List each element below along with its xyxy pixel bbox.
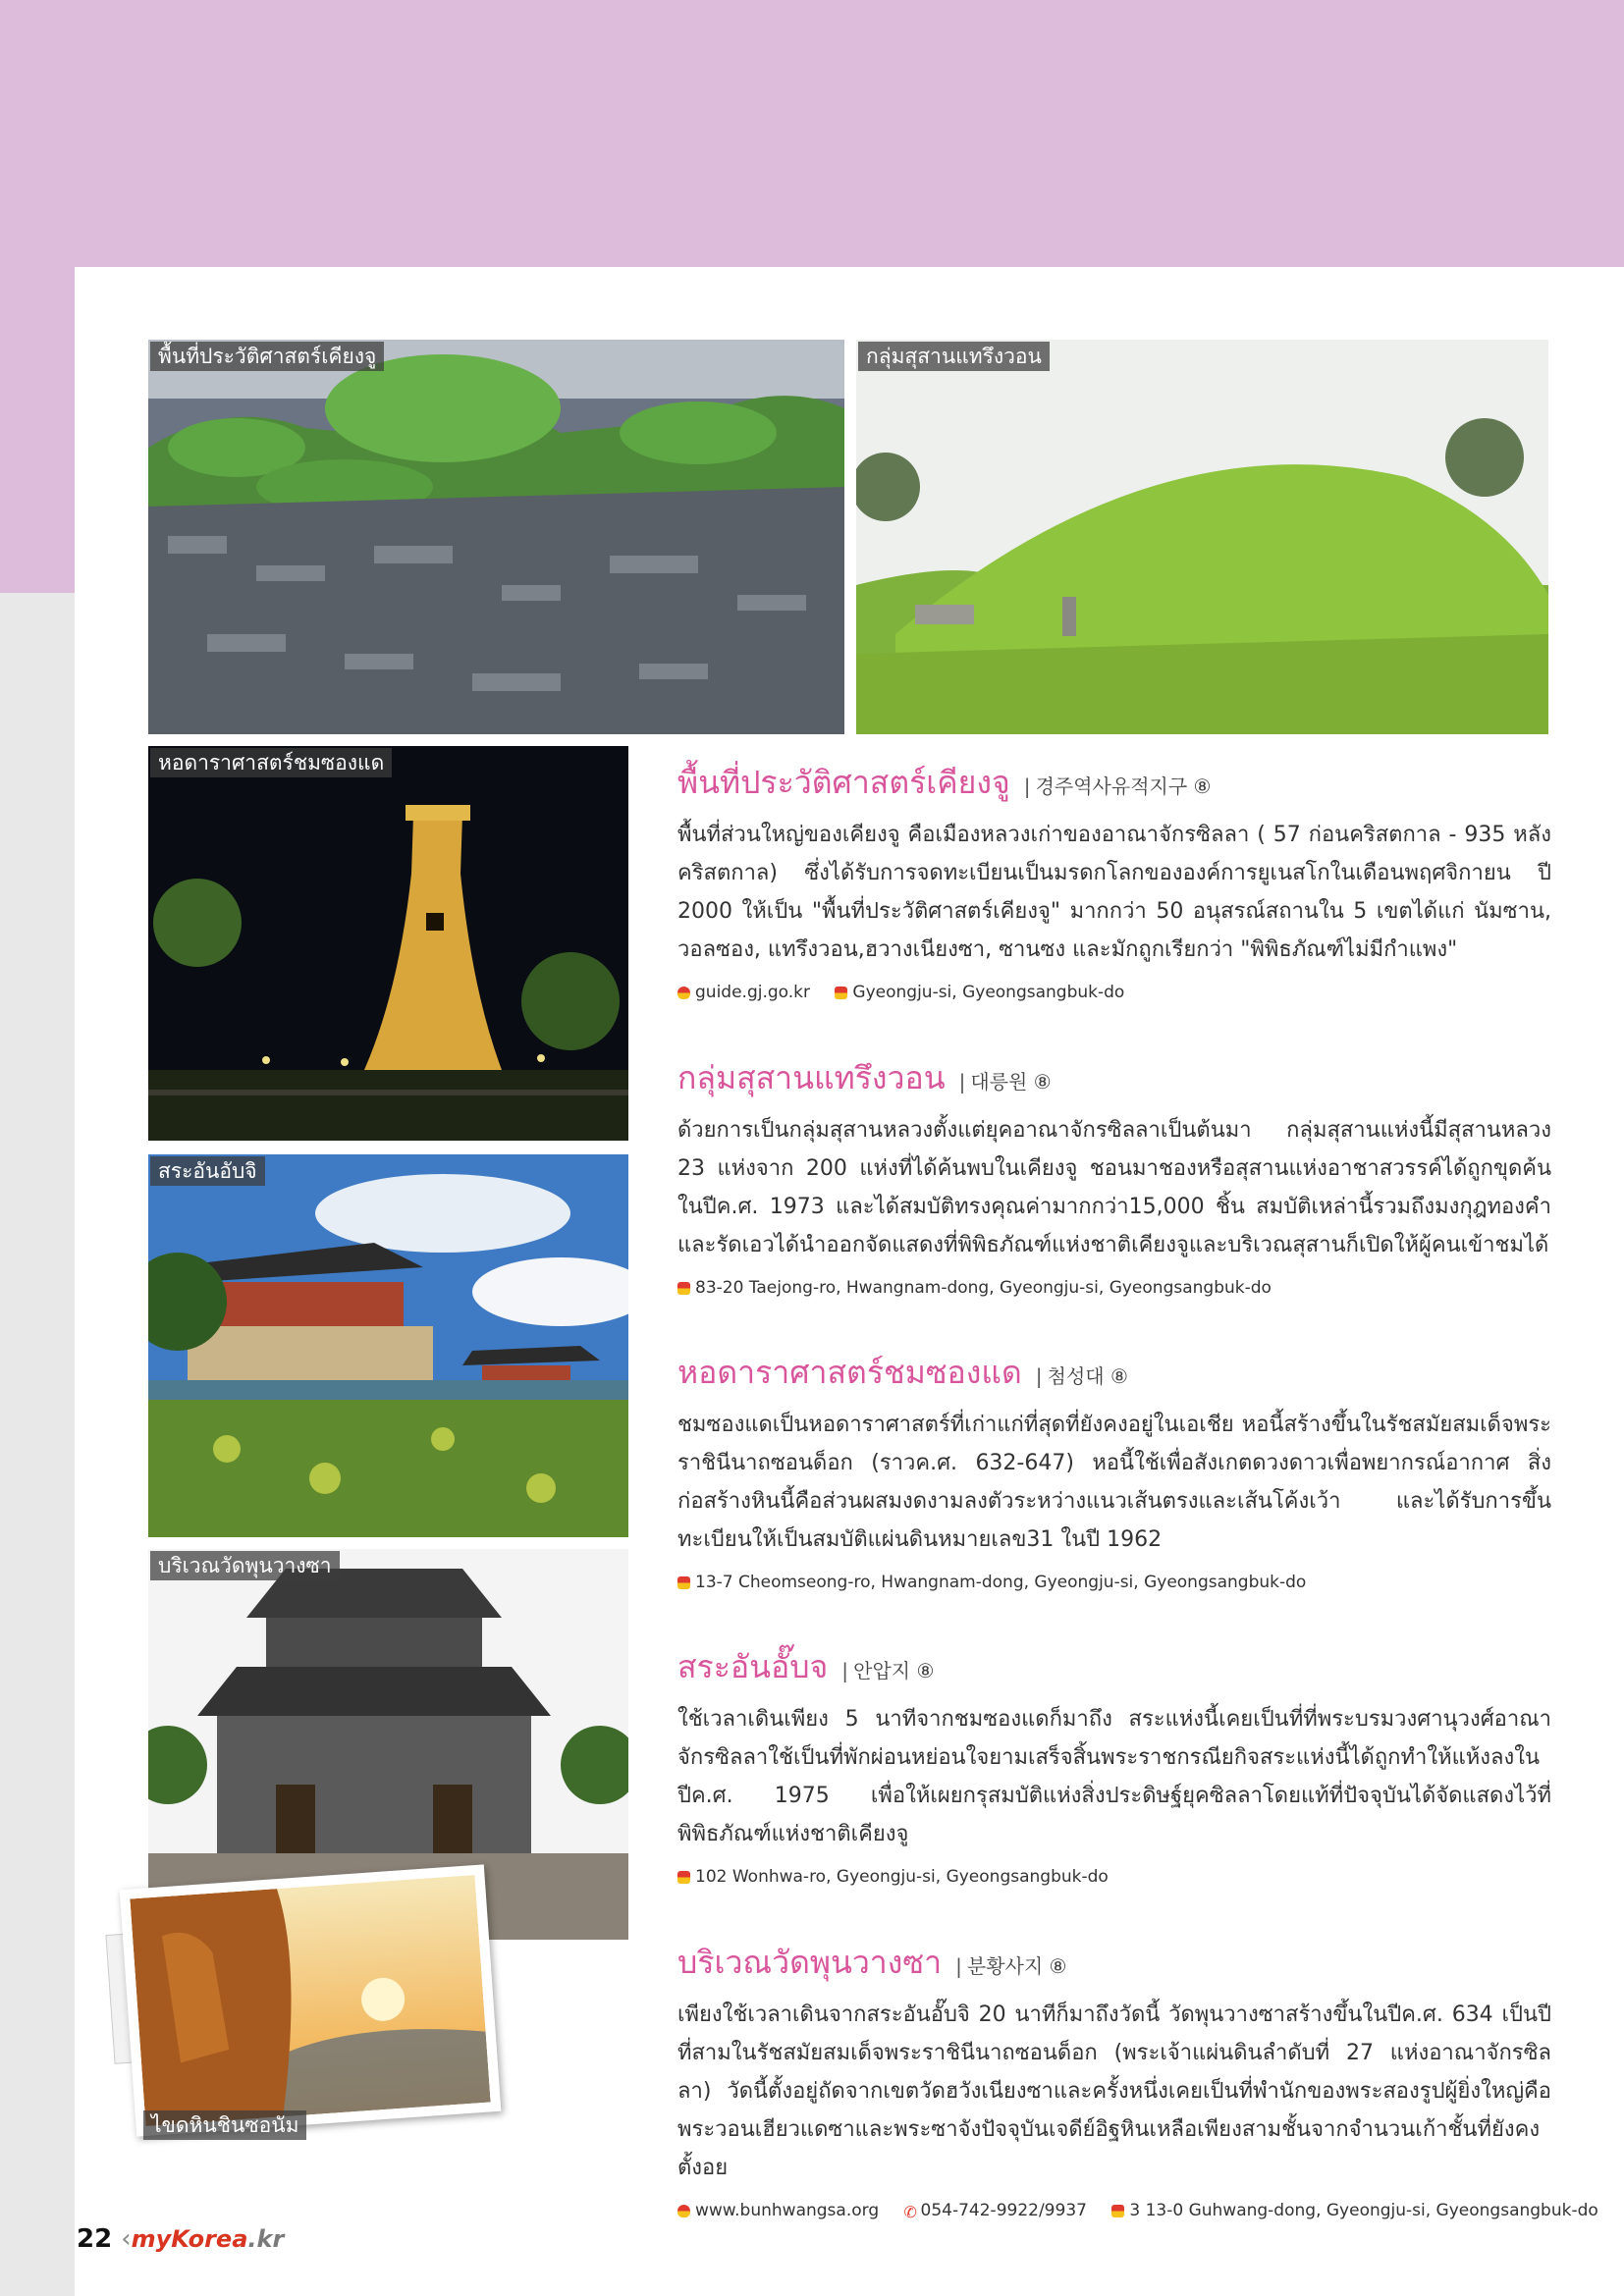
section-title: สระอันอั๊บจ — [677, 1648, 829, 1685]
caption-gyeongju-area: พื้นที่ประวัติศาสตร์เคียงจู — [150, 342, 384, 371]
page-number: 22 — [77, 2224, 113, 2254]
section-body: ด้วยการเป็นกลุ่มสุสานหลวงตั้งแต่ยุคอาณาจักรซิลลาเป็นต้นมา กลุ่มสุสานแห่งนี้มีสุสานหลวง 23 แห่งจาก 200 แห่งที่ได้ค้นพบในเคียงจู ชอนมาชองหรือสุสานแห่งอาชาสวรรค์ได้ถูกขุดค้นในปีค.ศ. 1973 และได้สมบัติทรงคุณค่ามากกว่า15,000 ชิ้น สมบัติเหล่านี้รวมถึงมงกุฎทองคำและรัดเอวได้นำออกจัดแสดงที่พิพิธภัณฑ์แห่งชาติเคียงจูและบริเวณสุสานก็เปิดให้ผู้คนเข้าชมได้ — [677, 1118, 1551, 1257]
korean-name: 대릉원 ⑧ — [970, 1070, 1052, 1094]
map-pin-icon — [1111, 2205, 1124, 2217]
info-line — [677, 983, 1551, 1002]
phone-icon: ✆ — [903, 2203, 917, 2221]
side-band — [0, 267, 75, 593]
section-observatory: หอดาราศาสตร์ชมซองแด | 첨성대 ⑧ ชมซองแดเป็นหอดาราศาสตร์ที่เก่าแก่ที่สุดที่ยังคงอยู่ในเอเชีย หอนี้สร้างขึ้นในรัชสมัยสมเด็จพระราชินีนาถซอนด็อก (ราวค.ศ. 632-647) หอนี้ใช้เพื่อสังเกตดวงดาวเพื่อพยากรณ์อากาศ สิ่งก่อสร้างหินนี้คือส่วนผสมงดงามลงตัวระหว่างแนวเส้นตรงและเส้นโค้งเว้า และได้รับการขึ้นทะเบียนให้เป็นสมบัติแผ่นดินหมายเลข31 ในปี 1962 13-7 Cheomseong-ro, Hwangnam-dong, Gyeongju-si, Gyeongsangbuk-do — [677, 1354, 1551, 1592]
address: 13-7 Cheomseong-ro, Hwangnam-dong, Gyeongju-si, Gyeongsangbuk-do — [695, 1573, 1307, 1592]
map-pin-icon — [677, 1576, 690, 1589]
website-icon — [677, 2205, 690, 2217]
section-pond: สระอันอั๊บจ | 안압지 ⑧ ใช้เวลาเดินเพียง 5 นาทีจากชมซองแดก็มาถึง สระแห่งนี้เคยเป็นที่ที่พระบรมวงศานุวงศ์อาณาจักรซิลลาใช้เป็นที่พักผ่อนหย่อนใจยามเสร็จสิ้นพระราชกรณียกิจสระแห่งนี้ได้ถูกทำให้แห้งลงในปีค.ศ. 1975 เพื่อให้เผยกรุสมบัติแห่งสิ่งประดิษฐ์ยุคซิลลาโดยแท้ที่ปัจจุบันได้จัดแสดงไว้ที่พิพิธภัณฑ์แห่งชาติเคียงจู 102 Wonhwa-ro, Gyeongju-si, Gyeongsangbuk-do — [677, 1648, 1551, 1887]
korean-name: 첨성대 ⑧ — [1047, 1364, 1128, 1388]
website-link[interactable]: www.bunhwangsa.org — [695, 2201, 880, 2220]
photo-tumuli — [856, 340, 1548, 734]
section-title: กลุ่มสุสานแทรึงวอน — [677, 1059, 946, 1096]
korean-name: 안압지 ⑧ — [853, 1659, 935, 1682]
map-pin-icon — [835, 987, 847, 999]
brand-logo: myKorea — [131, 2225, 248, 2253]
section-title: พื้นที่ประวัติศาสตร์เคียงจู — [677, 764, 1010, 801]
photo-rock-carving — [120, 1864, 502, 2136]
korean-name: 분황사지 ⑧ — [966, 1954, 1067, 1978]
section-title: หอดาราศาสตร์ชมซองแด — [677, 1354, 1022, 1391]
address: Gyeongju-si, Gyeongsangbuk-do — [852, 983, 1125, 1002]
section-temple: บริเวณวัดพุนวางซา | 분황사지 ⑧ เพียงใช้เวลาเดินจากสระอันอั๊บจิ 20 นาทีก็มาถึงวัดนี้ วัดพุนวางซาสร้างขึ้นในปีค.ศ. 634 เป็นปีที่สามในรัชสมัยสมเด็จพระราชินีนาถซอนด็อก (พระเจ้าแผ่นดินลำดับที่ 27 แห่งอาณาจักรซิลลา) วัดนี้ตั้งอยู่ถัดจากเขตวัดฮวังเนียงซาและครั้งหนึ่งเคยเป็นที่พำนักของพระสองรูปผู้ยิ่งใหญ่คือพระวอนเฮียวแดซาและพระซาจังปัจจุบันเจดีย์อิฐหินเหลือเพียงสามชั้นจากจำนวนเก้าชั้นที่ยังคงตั้งอย www.bunhwangsa.org ✆ 054-742-9922/9937 3 13-0 Guhwang-dong, Gyeongju-si, Gyeongsangbuk-do — [677, 1944, 1598, 2221]
section-body: เพียงใช้เวลาเดินจากสระอันอั๊บจิ 20 นาทีก็มาถึงวัดนี้ วัดพุนวางซาสร้างขึ้นในปีค.ศ. 634 เป็นปีที่สามในรัชสมัยสมเด็จพระราชินีนาถซอนด็อก (พระเจ้าแผ่นดินลำดับที่ 27 แห่งอาณาจักรซิลลา) วัดนี้ตั้งอยู่ถัดจากเขตวัดฮวังเนียงซาและครั้งหนึ่งเคยเป็นที่พำนักของพระสองรูปผู้ยิ่งใหญ่คือพระวอนเฮียวแดซาและพระซาจังปัจจุบันเจดีย์อิฐหินเหลือเพียงสามชั้นจากจำนวนเก้าชั้นที่ยังคงตั้งอย — [677, 2002, 1551, 2180]
address: 102 Wonhwa-ro, Gyeongju-si, Gyeongsangbuk-do — [695, 1867, 1109, 1887]
caption-pond: สระอันอับจิ — [150, 1156, 265, 1186]
korean-name: 경주역사유적지구 ⑧ — [1035, 774, 1212, 798]
website-icon — [677, 987, 690, 999]
caption-temple: บริเวณวัดพุนวางซา — [150, 1551, 340, 1580]
section-tumuli: กลุ่มสุสานแทรึงวอน | 대릉원 ⑧ ด้วยการเป็นกลุ่มสุสานหลวงตั้งแต่ยุคอาณาจักรซิลลาเป็นต้นมา กลุ่มสุสานแห่งนี้มีสุสานหลวง 23 แห่งจาก 200 แห่งที่ได้ค้นพบในเคียงจู ชอนมาชองหรือสุสานแห่งอาชาสวรรค์ได้ถูกขุดค้นในปีค.ศ. 1973 และได้สมบัติทรงคุณค่ามากกว่า15,000 ชิ้น สมบัติเหล่านี้รวมถึงมงกุฎทองคำและรัดเอวได้นำออกจัดแสดงที่พิพิธภัณฑ์แห่งชาติเคียงจูและบริเวณสุสานก็เปิดให้ผู้คนเข้าชมได้ 83-20 Taejong-ro, Hwangnam-dong, Gyeongju-si, Gyeongsangbuk-do — [677, 1059, 1551, 1298]
info-line — [677, 1278, 1551, 1298]
section-historic-area: พื้นที่ประวัติศาสตร์เคียงจู | 경주역사유적지구 ⑧ พื้นที่ส่วนใหญ่ของเคียงจู คือเมืองหลวงเก่าของอาณาจักรซิลลา ( 57 ก่อนคริสตกาล - 935 หลังคริสตกาล) ซึ่งได้รับการจดทะเบียนเป็นมรดกโลกขององค์การยูเนสโกในเดือนพฤศจิกายน ปี 2000 ให้เป็น "พื้นที่ประวัติศาสตร์เคียงจู" มากกว่า 50 อนุสรณ์สถานใน 5 เขตได้แก่ นัมซาน, วอลซอง, แทรึงวอน,ฮวางเนียงซา, ซานซง และมักถูกเรียกว่า "พิพิธภัณฑ์ไม่มีกำแพง" guide.gj.go.kr Gyeongju-si, Gyeongsangbuk-do — [677, 764, 1551, 1002]
header-band — [0, 0, 1624, 267]
section-body: ใช้เวลาเดินเพียง 5 นาทีจากชมซองแดก็มาถึง สระแห่งนี้เคยเป็นที่ที่พระบรมวงศานุวงศ์อาณาจักรซิลลาใช้เป็นที่พักผ่อนหย่อนใจยามเสร็จสิ้นพระราชกรณียกิจสระแห่งนี้ได้ถูกทำให้แห้งลงในปีค.ศ. 1975 เพื่อให้เผยกรุสมบัติแห่งสิ่งประดิษฐ์ยุคซิลลาโดยแท้ที่ปัจจุบันได้จัดแสดงไว้ที่พิพิธภัณฑ์แห่งชาติเคียงจู — [677, 1707, 1551, 1846]
map-pin-icon — [677, 1282, 690, 1295]
address: 83-20 Taejong-ro, Hwangnam-dong, Gyeongju-si, Gyeongsangbuk-do — [695, 1278, 1272, 1298]
info-line — [677, 2201, 1598, 2221]
photo-pond — [148, 1154, 628, 1537]
phone-number[interactable]: 054-742-9922/9937 — [920, 2201, 1087, 2220]
chevron-left-icon: ‹ — [121, 2224, 132, 2254]
section-body: พื้นที่ส่วนใหญ่ของเคียงจู คือเมืองหลวงเก่าของอาณาจักรซิลลา ( 57 ก่อนคริสตกาล - 935 หลังคริสตกาล) ซึ่งได้รับการจดทะเบียนเป็นมรดกโลกขององค์การยูเนสโกในเดือนพฤศจิกายน ปี 2000 ให้เป็น "พื้นที่ประวัติศาสตร์เคียงจู" มากกว่า 50 อนุสรณ์สถานใน 5 เขตได้แก่ นัมซาน, วอลซอง, แทรึงวอน,ฮวางเนียงซา, ซานซง และมักถูกเรียกว่า "พิพิธภัณฑ์ไม่มีกำแพง" — [677, 823, 1551, 962]
caption-tumuli: กลุ่มสุสานแทรึงวอน — [858, 342, 1050, 371]
photo-gyeongju-area — [148, 340, 844, 734]
caption-rock: ไขดหินชินซอนัม — [143, 2110, 306, 2140]
info-line — [677, 1867, 1551, 1887]
photo-observatory — [148, 746, 628, 1141]
caption-observatory: หอดาราศาสตร์ชมซองแด — [150, 748, 392, 777]
info-line — [677, 1573, 1551, 1592]
section-body: ชมซองแดเป็นหอดาราศาสตร์ที่เก่าแก่ที่สุดที่ยังคงอยู่ในเอเชีย หอนี้สร้างขึ้นในรัชสมัยสมเด็จพระราชินีนาถซอนด็อก (ราวค.ศ. 632-647) หอนี้ใช้เพื่อสังเกตดวงดาวเพื่อพยากรณ์อากาศ สิ่งก่อสร้างหินนี้คือส่วนผสมงดงามลงตัวระหว่างแนวเส้นตรงและเส้นโค้งเว้า และได้รับการขึ้นทะเบียนให้เป็นสมบัติแผ่นดินหมายเลข31 ในปี 1962 — [677, 1413, 1551, 1552]
map-pin-icon — [677, 1871, 690, 1884]
address: 3 13-0 Guhwang-dong, Gyeongju-si, Gyeongsangbuk-do — [1129, 2201, 1598, 2220]
website-link[interactable]: guide.gj.go.kr — [695, 983, 810, 1002]
section-title: บริเวณวัดพุนวางซา — [677, 1944, 943, 1981]
brand-suffix: .kr — [247, 2225, 285, 2253]
page-footer — [77, 2224, 284, 2254]
